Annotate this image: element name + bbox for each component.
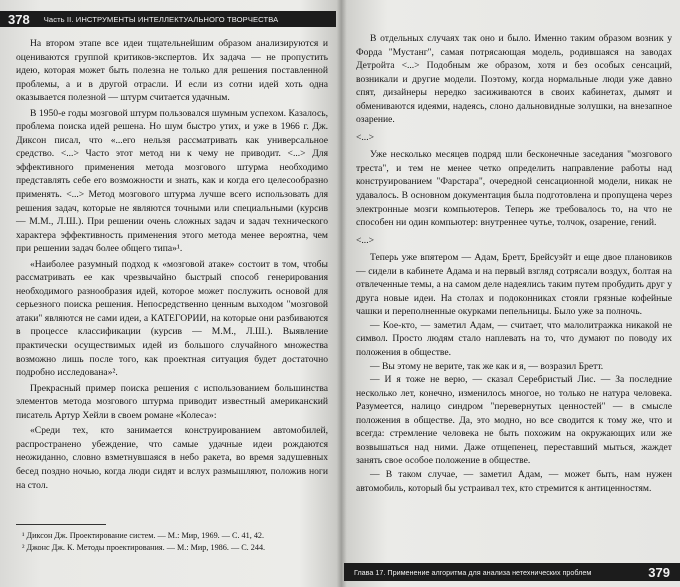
left-page-body	[16, 37, 328, 492]
paragraph: Уже несколько месяцев подряд шли бесконечные заседания "мозгового треста", и тем не менее четко определить направление работы над конструированием "Фарстара", очередной сенсационной модели, никак не удавалось. В основном документация была подготовлена и пропущена через электронные мозги компьютеров. Теперь же требовалось то, на что не способен ни один компьютер: внутреннее чутье, толчок, озарение, гений.	[356, 149, 672, 229]
right-running-title: Глава 17. Применение алгоритма для анализа нетехнических проблем	[354, 567, 592, 577]
left-page-header	[0, 11, 336, 27]
left-running-title: Часть II. ИНСТРУМЕНТЫ ИНТЕЛЛЕКТУАЛЬНОГО ТВОРЧЕСТВА	[43, 14, 279, 24]
dialogue-line: — Вы этому не верите, так же как и я, — возразил Бретт.	[370, 360, 604, 372]
right-page-footer	[344, 563, 680, 581]
paragraph: Прекрасный пример поиска решения с использованием большинства элементов метода мозгового штурма приводит известный американский писатель Артур Хейли в своем романе «Колеса»:	[16, 382, 328, 421]
footnotes	[22, 530, 328, 553]
right-page-body	[356, 32, 672, 495]
footnote: ¹ Диксон Дж. Проектирование систем. — М.: Мир, 1969. — С. 41, 42.	[22, 531, 265, 540]
paragraph: Теперь уже впятером — Адам, Бретт, Брейсуэйт и еще двое плановиков — сидели в кабинете Адама и на первый взгляд сотрясали воздух, болтая на отвлеченные темы, а на самом деле надеялись таким путем пробудить друг у друга новые идеи. На столах и подоконниках стояли грязные кофейные чашки и переполненные окурками пепельницы. Было уже за полночь.	[356, 252, 672, 318]
right-page	[342, 0, 680, 587]
ellipsis-separator: <...>	[356, 131, 375, 143]
dialogue-line: — И я тоже не верю, — сказал Серебристый Лис. — За последние несколько лет, конечно, изменилось многое, но только не натура человека. Разумеется, налицо синдром "перевернутых ценностей" — в смысле положения в обществе. Да, это модно, но все сводится к тому же, что и всегда: стремление человека не быть похожим на окружающих или же возвышаться над ними. Даже отщепенец, переставший мыться, жаждет занять свое особое положение в обществе.	[356, 374, 672, 467]
paragraph: «Наиболее разумный подход к «мозговой атаке» состоит в том, чтобы рассматривать ее как чрезвычайно быстрый способ генерирования необходимого разнообразия идей, которое может послужить основой для серьезного поиска решения. Непосредственно ценным выходом "мозговой атаки" являются не сами идеи, а КАТЕГОРИИ, на которые они разбиваются в процессе классификации (курсив — М.М., Л.Ш.). Выявление практически осуществимых идей из большого случайного множества возможно лишь после того, как проектная ситуация будет достаточно подробно исследована»².	[16, 258, 328, 379]
dialogue-line: — Кое-кто, — заметил Адам, — считает, что малолитражка никакой не символ. Просто людям стало наплевать на то, что думают по поводу их положения в обществе.	[356, 319, 672, 359]
paragraph: «Среди тех, кто занимается конструированием автомобилей, распространено убеждение, что самые удачные идеи рождаются неожиданно, словно взметнувшаяся в небо ракета, во время задушевных бесед поздно ночью, когда люди сидят и вслух размышляют, положив ноги на стол.	[16, 425, 328, 491]
paragraph: В отдельных случаях так оно и было. Именно таким образом возник у Форда "Мустанг", самая потрясающая модель, родившаяся на заводах Детройта <...> Подобным же образом, хотя и без особых сенсаций, возникали и другие модели. Поэтому, когда нормальные люди уже давно спят, дизайнеры нередко засиживаются в своих кабинетах, дымят и обмениваются идеями, надеясь, слоно дальновидные золушки, на внезапное озарение.	[356, 33, 672, 126]
paragraph: На втором этапе все идеи тщательнейшим образом анализируются и оцениваются группой критиков-экспертов. Их задача — не пропустить идею, которая может быть полезна не только для решения поставленной проблемы, а и в другой отрасли. И если из сотни идей хоть одна оказывается полезной — штурм считается удачным.	[16, 38, 328, 104]
paragraph: В 1950-е годы мозговой штурм пользовался шумным успехом. Казалось, проблема поиска идей решена. Но шум быстро утих, и уже в 1966 г. Дж. Диксон писал, что «...его нельзя рассматривать как универсальное средство. <...> Часто этот метод ни к чему не приводит. <...> Для эффективного применения метода мозгового штурма необходимо представлять себе его возможности и знать, как и когда его целесообразно применять. <...> Метод мозгового штурма лучше всего использовать для решения задач, которые не являются точными или специальными (курсив — М.М., Л.Ш.). При решении очень сложных задач и задач технического характера эффективность применения этого метода менее вероятна, чем при решении задач более общего типа»¹.	[16, 107, 328, 255]
right-page-number: 379	[648, 564, 670, 580]
dialogue-line: — В таком случае, — заметил Адам, — может быть, нам нужен автомобиль, который бы устраивал тех, кто стремится к антиценностям.	[356, 468, 672, 494]
left-page-number: 378	[8, 11, 30, 27]
ellipsis-separator: <...>	[356, 234, 375, 246]
footnote-rule	[16, 524, 106, 525]
footnote: ² Джонс Дж. К. Методы проектирования. — М.: Мир, 1986. — С. 244.	[22, 542, 266, 552]
